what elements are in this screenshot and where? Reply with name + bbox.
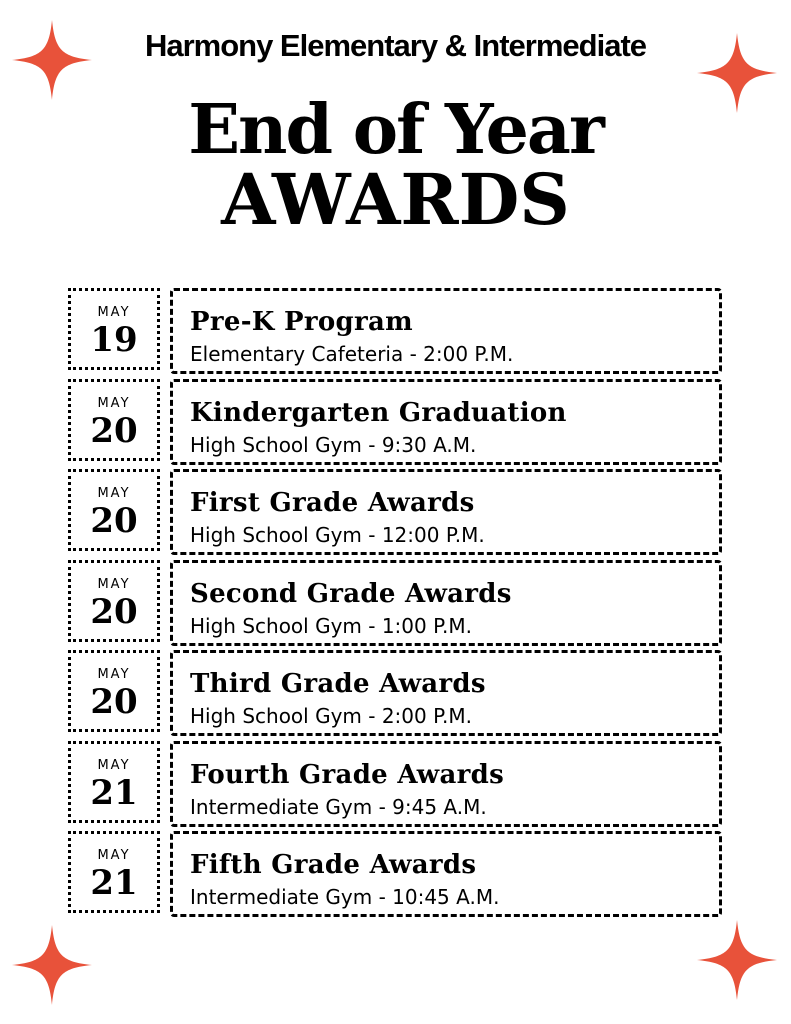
event-row: [68, 560, 722, 646]
event-row: [68, 288, 722, 374]
event-location-time: Intermediate Gym - 10:45 A.M.: [190, 885, 500, 909]
sparkle-shape: [12, 925, 92, 1005]
event-day: 20: [90, 682, 138, 722]
event-location-time: High School Gym - 9:30 A.M.: [190, 432, 477, 457]
event-name: Third Grade Awards: [190, 669, 486, 699]
event-name: First Grade Awards: [190, 488, 475, 518]
event-row: [68, 741, 722, 827]
event-month: MAY: [97, 667, 131, 682]
event-month: MAY: [97, 848, 131, 863]
sparkle-icon: [697, 920, 777, 1000]
event-location-time: High School Gym - 2:00 P.M.: [190, 704, 473, 728]
event-info-box: [170, 741, 722, 827]
page-title-line1: End of Year: [188, 90, 603, 170]
event-info-box: [170, 831, 722, 917]
sparkle-icon: [12, 925, 92, 1005]
event-date-box: [68, 288, 160, 370]
event-row: [68, 831, 722, 917]
event-date-box: [68, 560, 160, 642]
event-month: MAY: [97, 486, 131, 501]
event-info-box: [170, 288, 722, 374]
event-info-box: [170, 379, 722, 465]
event-date-box: [68, 831, 160, 913]
event-row: [68, 650, 722, 736]
event-info-box: [170, 469, 722, 555]
event-name: Fifth Grade Awards: [190, 850, 477, 880]
event-location-time: High School Gym - 12:00 P.M.: [190, 523, 485, 547]
event-day: 20: [90, 410, 138, 451]
event-month: MAY: [97, 757, 131, 773]
event-location-time: Elementary Cafeteria - 2:00 P.M.: [190, 342, 514, 366]
event-name: Pre-K Program: [190, 307, 413, 337]
event-day: 20: [90, 591, 138, 632]
event-day: 19: [90, 320, 138, 360]
event-row: [68, 469, 722, 555]
event-location-time: High School Gym - 1:00 P.M.: [190, 613, 473, 638]
event-row: [68, 379, 722, 465]
event-schedule: [68, 288, 722, 922]
event-month: MAY: [97, 305, 131, 320]
event-date-box: [68, 741, 160, 823]
event-month: MAY: [97, 395, 131, 411]
event-day: 20: [90, 501, 138, 541]
event-day: 21: [90, 863, 138, 903]
event-location-time: Intermediate Gym - 9:45 A.M.: [190, 794, 487, 819]
sparkle-shape: [697, 920, 777, 1000]
school-name: Harmony Elementary & Intermediate: [144, 28, 647, 63]
event-info-box: [170, 650, 722, 736]
event-name: Kindergarten Graduation: [190, 397, 567, 428]
event-name: Second Grade Awards: [190, 578, 512, 609]
event-date-box: [68, 650, 160, 732]
event-date-box: [68, 379, 160, 461]
event-day: 21: [90, 772, 138, 813]
event-name: Fourth Grade Awards: [190, 759, 505, 790]
event-date-box: [68, 469, 160, 551]
event-month: MAY: [97, 576, 131, 592]
event-info-box: [170, 560, 722, 646]
page-title-line2: AWARDS: [221, 158, 570, 241]
